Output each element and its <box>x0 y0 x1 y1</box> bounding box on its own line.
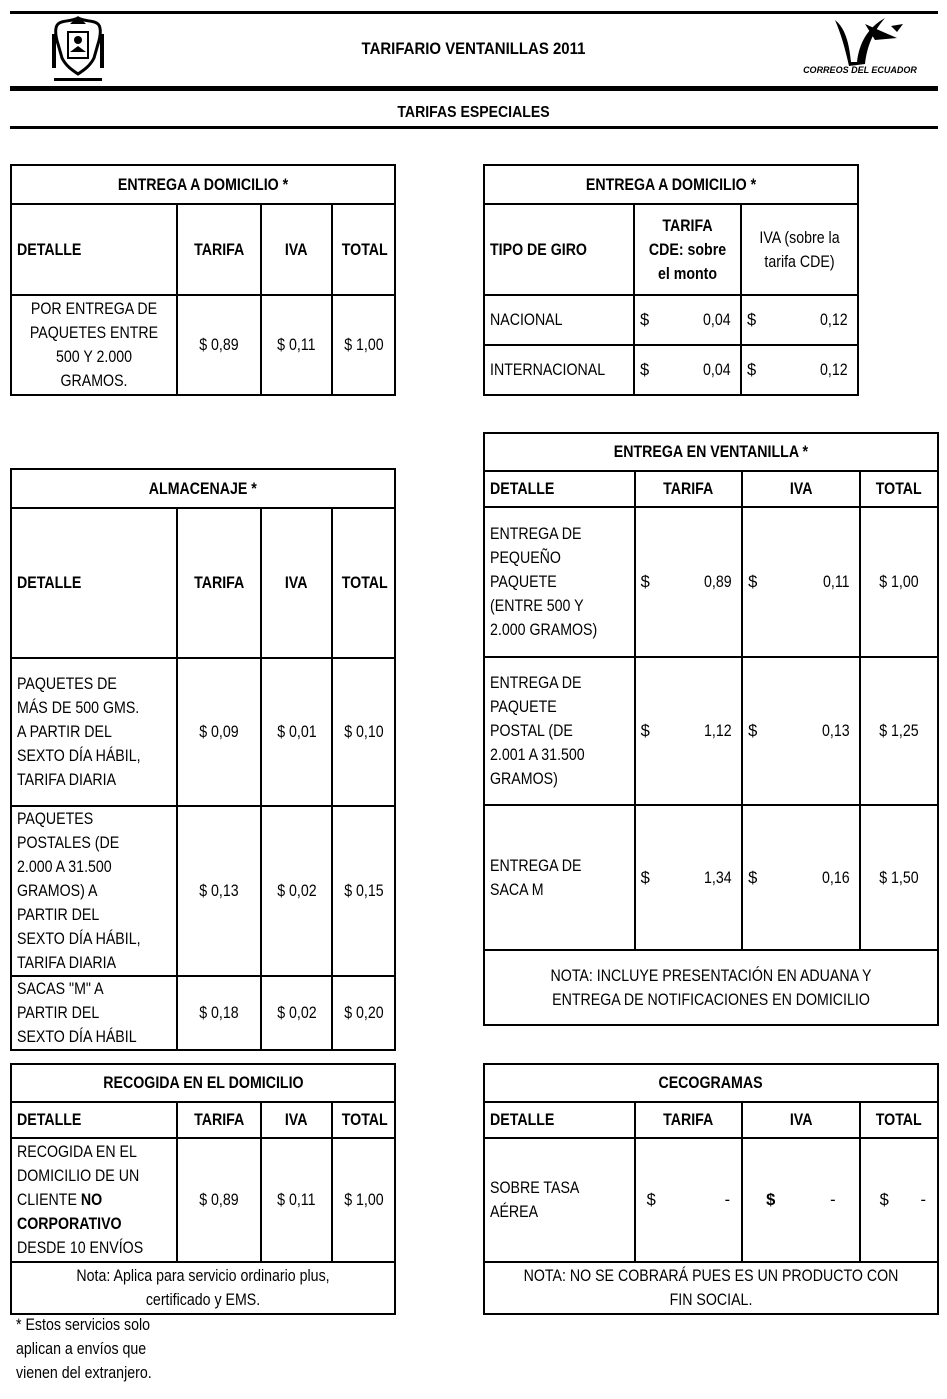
cell-total: $ 1,00 <box>860 507 938 657</box>
table-note: Nota: Aplica para servicio ordinario plus, certificado y EMS. <box>11 1262 395 1314</box>
col-header-iva: IVA <box>261 1102 332 1138</box>
cell-tarifa: $ 0,18 <box>177 976 261 1050</box>
col-header-tarifa-cde: TARIFA CDE: sobre el monto <box>634 204 741 295</box>
cell-tarifa: $ 0,89 <box>177 1138 261 1262</box>
ventanilla-table <box>483 432 939 1026</box>
col-header-iva: IVA <box>742 1102 860 1138</box>
recogida-table <box>10 1063 396 1315</box>
footnote: * Estos servicios solo aplican a envíos que vienen del extranjero. <box>16 1316 152 1382</box>
cell-tarifa: $ 0,04 <box>634 295 741 345</box>
cell-detalle: ENTREGA DE PEQUEÑO PAQUETE (ENTRE 500 Y 2.000 GRAMOS) <box>484 507 635 657</box>
col-header-detalle: DETALLE <box>11 1102 177 1138</box>
cell-iva: $ 0,02 <box>261 976 332 1050</box>
table-note: NOTA: INCLUYE PRESENTACIÓN EN ADUANA Y ENTREGA DE NOTIFICACIONES EN DOMICILIO <box>484 950 938 1025</box>
cell-detalle: PAQUETES DE MÁS DE 500 GMS. A PARTIR DEL SEXTO DÍA HÁBIL, TARIFA DIARIA <box>11 658 177 806</box>
table-title: ENTREGA A DOMICILIO * <box>484 165 858 204</box>
cell-tarifa: $ 0,09 <box>177 658 261 806</box>
almacenaje-table <box>10 468 396 1051</box>
cell-detalle: POR ENTREGA DE PAQUETES ENTRE 500 Y 2.000 GRAMOS. <box>11 295 177 395</box>
cell-iva: $ 0,11 <box>261 295 332 395</box>
cell-total: $ - <box>860 1138 938 1262</box>
cell-tarifa: $ 1,34 <box>635 805 742 950</box>
cell-tarifa: $ 0,13 <box>177 806 261 976</box>
table-row <box>484 507 938 657</box>
table-row <box>11 658 395 806</box>
cell-iva: $ 0,13 <box>742 657 860 805</box>
section-title: TARIFAS ESPECIALES <box>397 104 550 121</box>
col-header-detalle: DETALLE <box>484 1102 635 1138</box>
col-header-tarifa: TARIFA <box>177 1102 261 1138</box>
col-header-tarifa: TARIFA <box>635 471 742 507</box>
cell-detalle: PAQUETES POSTALES (DE 2.000 A 31.500 GRAMOS) A PARTIR DEL SEXTO DÍA HÁBIL, TARIFA DIARIA <box>11 806 177 976</box>
cell-iva: $ 0,02 <box>261 806 332 976</box>
col-header-detalle: DETALLE <box>11 204 177 295</box>
table-title: ENTREGA EN VENTANILLA * <box>484 433 938 471</box>
col-header-tarifa: TARIFA <box>177 508 261 658</box>
cell-iva: $ 0,12 <box>741 345 858 395</box>
cell-tipo: NACIONAL <box>484 295 634 345</box>
cell-detalle: SACAS "M" A PARTIR DEL SEXTO DÍA HÁBIL <box>11 976 177 1050</box>
cell-detalle: RECOGIDA EN EL DOMICILIO DE UN CLIENTE NO CORPORATIVO DESDE 10 ENVÍOS <box>11 1138 177 1262</box>
cell-iva: $ 0,11 <box>742 507 860 657</box>
col-header-tarifa: TARIFA <box>635 1102 742 1138</box>
table-title: ENTREGA A DOMICILIO * <box>11 165 395 204</box>
cell-tarifa: $ 0,89 <box>177 295 261 395</box>
col-header-detalle: DETALLE <box>484 471 635 507</box>
col-header-tarifa: TARIFA <box>177 204 261 295</box>
cell-tipo: INTERNACIONAL <box>484 345 634 395</box>
cell-detalle: SOBRE TASA AÉREA <box>484 1138 635 1262</box>
table-row <box>11 295 395 395</box>
col-header-detalle: DETALLE <box>11 508 177 658</box>
cell-tarifa: $ 1,12 <box>635 657 742 805</box>
table-note: NOTA: NO SE COBRARÁ PUES ES UN PRODUCTO CON FIN SOCIAL. <box>484 1262 938 1314</box>
cell-total: $ 1,00 <box>332 295 395 395</box>
cecogramas-table <box>483 1063 939 1315</box>
table-title: RECOGIDA EN EL DOMICILIO <box>11 1064 395 1102</box>
logo-caption: CORREOS DEL ECUADOR <box>803 65 917 75</box>
col-header-total: TOTAL <box>332 508 395 658</box>
cell-iva: $ 0,11 <box>261 1138 332 1262</box>
table-row <box>484 1138 938 1262</box>
col-header-total: TOTAL <box>860 471 938 507</box>
col-header-total: TOTAL <box>332 1102 395 1138</box>
table-row <box>11 976 395 1050</box>
header-rule <box>10 86 938 91</box>
cell-total: $ 1,50 <box>860 805 938 950</box>
cell-tarifa: $ 0,04 <box>634 345 741 395</box>
col-header-iva: IVA <box>261 508 332 658</box>
cell-total: $ 0,20 <box>332 976 395 1050</box>
col-header-iva-cde: IVA (sobre la tarifa CDE) <box>741 204 858 295</box>
cell-detalle: ENTREGA DE PAQUETE POSTAL (DE 2.001 A 31.500 GRAMOS) <box>484 657 635 805</box>
table-row <box>484 345 858 395</box>
document-title: TARIFARIO VENTANILLAS 2011 <box>361 39 586 58</box>
col-header-total: TOTAL <box>332 204 395 295</box>
table-row <box>484 295 858 345</box>
cell-detalle: ENTREGA DE SACA M <box>484 805 635 950</box>
subtitle-rule <box>10 126 938 129</box>
top-rule <box>10 11 938 14</box>
cell-total: $ 0,10 <box>332 658 395 806</box>
entrega-domicilio-table <box>10 164 396 396</box>
table-title: CECOGRAMAS <box>484 1064 938 1102</box>
col-header-tipo-giro: TIPO DE GIRO <box>484 204 634 295</box>
table-title: ALMACENAJE * <box>11 469 395 508</box>
cell-total: $ 1,00 <box>332 1138 395 1262</box>
table-row <box>484 805 938 950</box>
cell-tarifa: $ - <box>635 1138 742 1262</box>
cell-tarifa: $ 0,89 <box>635 507 742 657</box>
table-row <box>11 806 395 976</box>
table-row <box>484 657 938 805</box>
col-header-iva: IVA <box>742 471 860 507</box>
col-header-total: TOTAL <box>860 1102 938 1138</box>
table-row <box>11 1138 395 1262</box>
cell-total: $ 0,15 <box>332 806 395 976</box>
cell-iva: $ 0,01 <box>261 658 332 806</box>
giro-table <box>483 164 859 396</box>
cell-iva: $ 0,12 <box>741 295 858 345</box>
cell-total: $ 1,25 <box>860 657 938 805</box>
cell-iva: $ 0,16 <box>742 805 860 950</box>
col-header-iva: IVA <box>261 204 332 295</box>
cell-iva: $ - <box>742 1138 860 1262</box>
